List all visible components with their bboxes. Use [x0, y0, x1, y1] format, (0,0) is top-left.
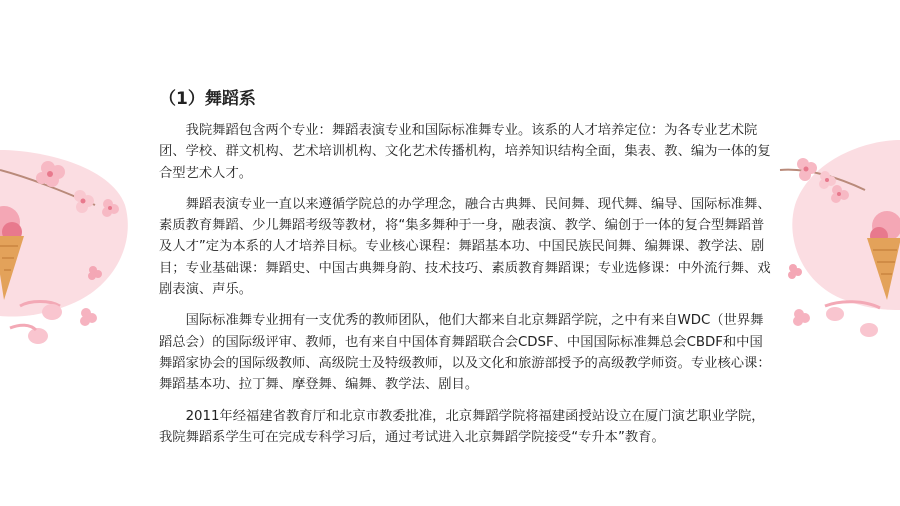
left-floral-decoration: [0, 0, 135, 506]
right-floral-decoration: [775, 0, 900, 506]
petal-icon: [80, 308, 97, 326]
petal-icon: [788, 264, 802, 279]
paragraph-overview: 我院舞蹈包含两个专业：舞蹈表演专业和国际标准舞专业。该系的人才培养定位：为各专业艺术院团、学校、群文机构、艺术培训机构、文化艺术传播机构，培养知识结构全面，集表、教、编为一体的复合型艺术人才。: [159, 123, 771, 181]
section-heading: （1）舞蹈系: [159, 89, 256, 109]
petal-icon: [793, 309, 810, 326]
main-content: [159, 88, 771, 458]
paragraph-dance-performance: 舞蹈表演专业一直以来遵循学院总的办学理念，融合古典舞、民间舞、现代舞、编导、国际标准舞、素质教育舞蹈、少儿舞蹈考级等教材，将“集多舞种于一身，融表演、教学、编创于一体的复合型舞蹈普及人才”定为本系的人才培养目标。专业核心课程：舞蹈基本功、中国民族民间舞、编舞课、教学法、剧目；专业基础课：舞蹈史、中国古典舞身韵、技术技巧、素质教育舞蹈课；专业选修课：中外流行舞、戏剧表演、声乐。: [159, 196, 771, 298]
paragraph-ballroom-dance: 国际标准舞专业拥有一支优秀的教师团队，他们大都来自北京舞蹈学院，之中有来自WDC（世界舞蹈总会）的国际级评审、教师，也有来自中国体育舞蹈联合会CDSF、中国国际标准舞总会CBDF和中国舞蹈家协会的国际级教师、高级院士及特级教师，以及文化和旅游部授予的高级教学师资。专业核心课：舞蹈基本功、拉丁舞、摩登舞、编舞、教学法、剧目。: [159, 313, 771, 393]
paragraph-bachelor-program: 2011年经福建省教育厅和北京市教委批准，北京舞蹈学院将福建函授站设立在厦门演艺职业学院，我院舞蹈系学生可在完成专科学习后，通过考试进入北京舞蹈学院接受“专升本”教育。: [159, 408, 765, 445]
